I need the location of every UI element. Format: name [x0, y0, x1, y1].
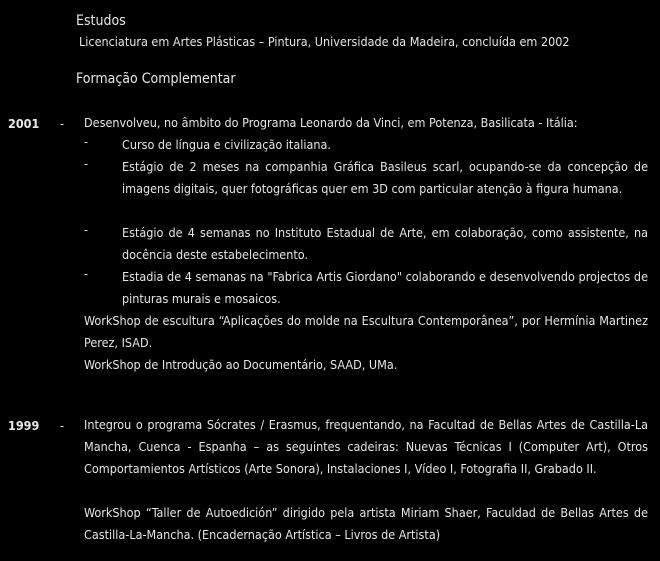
studies-heading: Estudos [76, 13, 126, 29]
workshop-text: WorkShop de escultura “Aplicações do molde na Escultura Contemporânea”, por Hermínia Martinez Perez, ISAD. [84, 313, 648, 350]
item-dash: - [84, 222, 89, 237]
item-dash: - [84, 266, 89, 281]
list-item: Estadia de 4 semanas na "Fabrica Artis Giordano" colaborando e desenvolvendo projectos de pinturas murais e mosaicos. [122, 269, 648, 306]
entry-dash: - [60, 116, 65, 131]
degree-text: Licenciatura em Artes Plásticas – Pintura, Universidade da Madeira, concluída em 2002 [79, 34, 570, 49]
entry-dash: - [60, 418, 65, 433]
list-item: Curso de língua e civilização italiana. [122, 137, 331, 152]
item-dash: - [84, 156, 89, 171]
complementary-heading: Formação Complementar [76, 71, 236, 87]
list-item: Estágio de 4 semanas no Instituto Estadual de Arte, em colaboração, como assistente, na docência deste estabelecimento. [122, 225, 648, 262]
entry-intro: Desenvolveu, no âmbito do Programa Leonardo da Vinci, em Potenza, Basilicata - Itália: [84, 115, 578, 130]
entry-intro: Integrou o programa Sócrates / Erasmus, frequentando, na Facultad de Bellas Artes de Castilla-La Mancha, Cuenca - Espanha – as seguintes cadeiras: Nuevas Técnicas I (Computer Art), Otros Comportamientos Artísticos (Arte Sonora), Instalaciones I, Vídeo I, Fotografia II, Grabado II. [84, 417, 648, 476]
item-dash: - [84, 134, 89, 149]
workshop-text: WorkShop “Taller de Autoedición” dirigido pela artista Miriam Shaer, Faculdad de Bellas Artes de Castilla-La-Mancha. (Encadernação Artística – Livros de Artista) [84, 505, 648, 542]
workshop-text: WorkShop de Introdução ao Documentário, SAAD, UMa. [84, 357, 398, 372]
year-2001: 2001 [8, 116, 40, 131]
list-item: Estágio de 2 meses na companhia Gráfica Basileus scarl, ocupando-se da concepção de imagens digitais, quer fotográficas quer em 3D com particular atenção à figura humana. [122, 159, 648, 196]
year-1999: 1999 [8, 418, 40, 433]
